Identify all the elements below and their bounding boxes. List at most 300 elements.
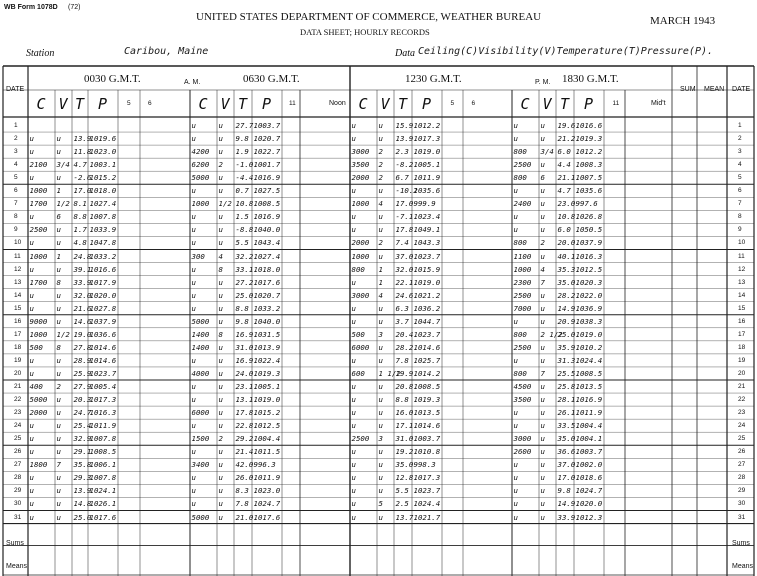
- cell-t: 25.0: [557, 329, 576, 339]
- cell-p: 1006.1: [89, 460, 117, 470]
- cell-p: 1020.0: [89, 290, 117, 300]
- cell-t: 24.6: [395, 290, 414, 300]
- station-label: Station: [26, 48, 55, 59]
- cell-t: 3.7: [395, 316, 409, 326]
- cell-c: u: [513, 121, 518, 130]
- cell-c: u: [29, 421, 34, 431]
- cell-v: 7: [540, 368, 545, 378]
- cell-t: 20.8: [395, 382, 414, 391]
- cell-v: u: [378, 395, 383, 405]
- cell-p: 1027.8: [89, 303, 117, 313]
- cell-c: u: [513, 512, 518, 522]
- cell-v: u: [378, 251, 383, 261]
- cell-v: 3/4: [540, 147, 554, 157]
- cell-p: 1014.6: [89, 355, 117, 365]
- data-label: Data: [395, 48, 415, 59]
- cell-p: 1003.7: [575, 447, 603, 457]
- cell-t: 14.8: [73, 499, 92, 509]
- cell-p: 1014.2: [413, 368, 441, 378]
- cell-c: u: [191, 421, 196, 431]
- cell-t: 27.8: [73, 342, 92, 352]
- row-date-left: 14: [14, 291, 22, 299]
- form-subtitle: DATA SHEET; HOURLY RECORDS: [300, 27, 430, 37]
- cell-v: 3: [378, 329, 383, 339]
- cell-p: 1017.6: [89, 512, 117, 522]
- row-date-left: 23: [14, 409, 22, 417]
- row-date-left: 12: [14, 265, 22, 273]
- cell-v: 2: [378, 173, 383, 183]
- cell-c: u: [191, 212, 196, 222]
- cell-p: 1024.1: [89, 486, 117, 496]
- cell-t: 17.8: [235, 408, 254, 418]
- cell-v: 2: [540, 238, 545, 248]
- cell-c: 5000: [191, 512, 210, 522]
- cell-t: 27.9: [73, 382, 92, 391]
- cell-v: u: [218, 486, 223, 496]
- row-date-left: 21: [14, 383, 22, 390]
- cell-p: 1008.5: [413, 382, 441, 391]
- cell-p: 1022.4: [253, 355, 281, 365]
- cell-v: 8: [56, 277, 61, 287]
- cell-v: u: [378, 473, 383, 483]
- cell-t: 17.8: [395, 225, 414, 235]
- cell-c: u: [29, 173, 34, 183]
- cell-t: -10.2: [395, 186, 418, 196]
- cell-c: 2000: [351, 238, 370, 248]
- cell-p: 1044.7: [413, 316, 441, 326]
- cell-p: 1005.1: [253, 382, 281, 391]
- cell-c: u: [191, 290, 196, 300]
- cell-p: 1040.0: [253, 225, 281, 235]
- cell-t: 14.9: [557, 499, 576, 509]
- cell-c: 9000: [29, 316, 48, 326]
- row-date-left: 2: [14, 135, 18, 143]
- cell-t: 5.5: [235, 238, 249, 248]
- cell-p: 1012.5: [575, 264, 603, 274]
- row-date-right: 9: [738, 226, 742, 234]
- cell-v: u: [540, 486, 545, 496]
- row-date-right: 6: [738, 187, 742, 195]
- cell-p: 1017.9: [89, 277, 117, 287]
- cell-v: u: [218, 147, 223, 157]
- cell-v: u: [218, 512, 223, 522]
- cell-p: 1007.5: [575, 173, 603, 183]
- cell-v: u: [56, 303, 61, 313]
- cell-t: 19.2: [395, 447, 414, 457]
- cell-c: u: [29, 264, 34, 274]
- cell-c: 800: [513, 368, 527, 378]
- cell-p: 1016.3: [575, 251, 603, 261]
- cell-p: 999.9: [413, 199, 436, 209]
- cell-v: 3/4: [56, 160, 70, 170]
- cell-p: 1011.9: [413, 173, 441, 183]
- pm-label: P. M.: [535, 79, 551, 86]
- cell-p: 1021.2: [413, 290, 441, 300]
- column-header-3-0: C: [520, 95, 530, 113]
- cell-t: 21.4: [235, 447, 254, 457]
- cell-v: u: [218, 368, 223, 378]
- cell-v: 7: [540, 277, 545, 287]
- cell-c: 6000: [191, 408, 210, 418]
- column-header-1-4: 11: [289, 100, 296, 107]
- cell-t: 19.9: [395, 368, 414, 378]
- cell-p: 1011.9: [253, 473, 281, 483]
- column-header-2-3: P: [422, 95, 432, 113]
- cell-p: 1019.6: [89, 134, 117, 144]
- row-date-left: 28: [14, 474, 22, 482]
- cell-c: 3000: [351, 290, 370, 300]
- cell-p: 1004.4: [575, 421, 603, 431]
- cell-c: u: [191, 499, 196, 509]
- cell-c: u: [513, 186, 518, 196]
- cell-p: 1012.2: [575, 147, 603, 157]
- cell-v: 2: [378, 147, 383, 157]
- cell-p: 1005.1: [413, 160, 441, 170]
- cell-v: u: [540, 499, 545, 509]
- cell-v: 1: [56, 251, 61, 261]
- cell-c: 3400: [191, 460, 210, 470]
- cell-t: 16.9: [235, 329, 254, 339]
- cell-p: 1024.4: [413, 499, 441, 509]
- cell-p: 1018.0: [89, 186, 117, 196]
- cell-v: u: [56, 238, 61, 248]
- cell-v: u: [218, 290, 223, 300]
- cell-p: 1008.5: [89, 447, 117, 457]
- cell-c: u: [191, 473, 196, 483]
- cell-p: 997.6: [575, 199, 598, 209]
- cell-p: 1007.8: [89, 434, 117, 444]
- row-date-left: 15: [14, 304, 22, 312]
- cell-t: 25.0: [235, 290, 254, 300]
- cell-v: 1/2: [56, 199, 70, 209]
- cell-c: u: [351, 186, 356, 196]
- cell-c: u: [513, 355, 518, 365]
- cell-c: 1000: [29, 329, 48, 339]
- cell-v: u: [378, 486, 383, 496]
- cell-t: 28.9: [73, 355, 92, 365]
- cell-v: 4: [378, 199, 383, 209]
- cell-v: 3: [378, 434, 383, 444]
- cell-c: u: [513, 212, 518, 222]
- cell-c: u: [29, 486, 34, 496]
- cell-c: 1400: [191, 329, 210, 339]
- column-header-0-1: V: [58, 95, 68, 113]
- cell-p: 1017.6: [253, 512, 281, 522]
- row-date-left: 17: [14, 330, 22, 338]
- cell-v: u: [540, 121, 545, 130]
- row-date-left: 27: [14, 461, 22, 469]
- month-year: MARCH 1943: [650, 15, 716, 27]
- cell-t: 13.1: [235, 395, 254, 405]
- cell-p: 1014.6: [413, 342, 441, 352]
- cell-p: 1020.7: [253, 290, 281, 300]
- cell-p: 1011.9: [575, 408, 603, 418]
- cell-t: 28.1: [557, 395, 576, 405]
- cell-c: 1000: [29, 186, 48, 196]
- cell-c: u: [29, 355, 34, 365]
- cell-v: u: [218, 134, 223, 144]
- cell-t: 40.1: [557, 251, 576, 261]
- cell-t: 36.6: [557, 447, 576, 457]
- cell-t: 32.9: [73, 434, 92, 444]
- cell-v: u: [540, 342, 545, 352]
- cell-t: 20.3: [73, 395, 92, 405]
- column-header-0-4: 5: [127, 100, 131, 107]
- cell-v: u: [56, 395, 61, 405]
- cell-v: u: [56, 290, 61, 300]
- cell-t: 4.4: [557, 160, 571, 170]
- cell-t: 6.3: [395, 303, 409, 313]
- cell-c: u: [351, 316, 356, 326]
- cell-p: 1036.9: [575, 303, 603, 313]
- station-value: Caribou, Maine: [124, 46, 209, 57]
- time-0630: 0630 G.M.T.: [243, 73, 300, 85]
- cell-v: 8: [218, 264, 223, 274]
- cell-p: 1037.9: [89, 316, 117, 326]
- cell-c: 5000: [191, 316, 210, 326]
- cell-t: 6.0: [557, 147, 571, 157]
- cell-t: 32.2: [235, 251, 254, 261]
- cell-t: 9.8: [235, 134, 249, 144]
- cell-t: 2.5: [395, 499, 409, 509]
- cell-v: u: [218, 121, 223, 130]
- row-date-right: 7: [738, 200, 742, 208]
- cell-c: u: [29, 238, 34, 248]
- cell-p: 1012.2: [413, 121, 441, 130]
- cell-p: 1003.1: [89, 160, 117, 170]
- cell-c: u: [351, 303, 356, 313]
- cell-v: 8: [218, 329, 223, 339]
- cell-p: 1023.4: [413, 212, 441, 222]
- cell-p: 1040.0: [253, 316, 281, 326]
- cell-p: 1020.0: [575, 499, 603, 509]
- cell-t: 26.0: [235, 473, 254, 483]
- noon-label: Noon: [329, 100, 346, 107]
- cell-c: 4500: [513, 382, 532, 391]
- cell-c: u: [351, 460, 356, 470]
- cell-v: 5: [378, 499, 383, 509]
- cell-p: 1023.7: [413, 486, 441, 496]
- cell-t: 37.0: [557, 460, 576, 470]
- cell-c: u: [351, 355, 356, 365]
- cell-v: u: [540, 395, 545, 405]
- cell-t: 1.9: [235, 147, 249, 157]
- cell-c: u: [191, 238, 196, 248]
- cell-c: 1000: [351, 199, 370, 209]
- cell-v: 1/2: [56, 329, 70, 339]
- cell-c: u: [191, 134, 196, 144]
- cell-v: u: [378, 382, 383, 391]
- row-date-right: 12: [738, 265, 746, 273]
- cell-c: u: [513, 473, 518, 483]
- cell-v: u: [218, 225, 223, 235]
- row-date-left: 20: [14, 369, 22, 377]
- department-title: UNITED STATES DEPARTMENT OF COMMERCE, WEATHER BUREAU: [196, 11, 542, 23]
- cell-v: 2: [56, 382, 61, 391]
- column-header-2-4: 5: [450, 100, 455, 107]
- row-date-left: 26: [14, 448, 22, 456]
- column-header-3-2: T: [560, 95, 570, 113]
- cell-p: 1022.0: [575, 290, 603, 300]
- cell-c: 7000: [513, 303, 532, 313]
- row-date-right: 30: [738, 500, 746, 508]
- cell-v: u: [540, 460, 545, 470]
- cell-v: u: [218, 355, 223, 365]
- cell-c: u: [513, 421, 518, 431]
- cell-t: 8.8: [73, 212, 87, 222]
- cell-v: u: [378, 460, 383, 470]
- cell-p: 1015.9: [413, 264, 441, 274]
- time-1230: 1230 G.M.T.: [405, 73, 462, 85]
- cell-v: u: [218, 316, 223, 326]
- row-date-left: 19: [14, 356, 22, 364]
- cell-p: 1019.0: [413, 147, 441, 157]
- cell-v: u: [378, 134, 383, 144]
- cell-t: 26.1: [557, 408, 576, 418]
- cell-t: 37.0: [395, 251, 414, 261]
- cell-v: 4: [378, 290, 383, 300]
- column-header-0-5: 6: [148, 100, 152, 107]
- row-date-left: 11: [14, 252, 21, 260]
- cell-v: u: [218, 277, 223, 287]
- cell-t: 23.0: [557, 199, 576, 209]
- cell-t: -8.8: [235, 225, 254, 235]
- cell-v: u: [56, 447, 61, 457]
- cell-c: 400: [29, 382, 43, 391]
- cell-t: 9.8: [557, 486, 571, 496]
- cell-v: u: [540, 134, 545, 144]
- cell-c: 1000: [351, 251, 370, 261]
- cell-t: 35.8: [73, 460, 92, 470]
- column-header-0-3: P: [98, 95, 108, 113]
- cell-p: 1016.9: [253, 173, 281, 183]
- cell-t: -8.2: [395, 160, 414, 170]
- cell-v: u: [540, 447, 545, 457]
- cell-c: 1100: [513, 251, 532, 261]
- cell-t: 1.5: [235, 212, 249, 222]
- cell-v: u: [56, 486, 61, 496]
- cell-c: 800: [351, 264, 365, 274]
- row-date-left: 8: [14, 213, 18, 221]
- cell-t: 24.8: [73, 251, 92, 261]
- cell-c: u: [29, 473, 34, 483]
- cell-t: 4.7: [73, 160, 87, 170]
- form-number: WB Form 1078D: [4, 4, 58, 11]
- cell-p: 1027.5: [253, 186, 281, 196]
- cell-v: u: [540, 303, 545, 313]
- cell-t: -7.1: [395, 212, 414, 222]
- cell-p: 1016.6: [89, 264, 117, 274]
- column-header-0-0: C: [36, 95, 46, 113]
- cell-c: 3000: [351, 147, 370, 157]
- cell-c: 800: [513, 147, 527, 157]
- cell-p: 1033.2: [89, 251, 117, 261]
- cell-c: 600: [351, 368, 365, 378]
- column-header-3-3: P: [584, 95, 594, 113]
- cell-t: 8.3: [235, 486, 249, 496]
- row-date-left: 18: [14, 343, 22, 351]
- cell-p: 1038.3: [575, 316, 603, 326]
- cell-t: 25.0: [73, 512, 92, 522]
- cell-c: u: [513, 134, 518, 144]
- cell-t: 5.5: [395, 486, 409, 496]
- cell-p: 1014.6: [89, 342, 117, 352]
- cell-c: u: [513, 460, 518, 470]
- cell-c: u: [351, 277, 356, 287]
- cell-t: 17.0: [73, 186, 92, 196]
- cell-c: 3500: [513, 395, 532, 405]
- cell-t: 25.4: [73, 421, 92, 431]
- cell-p: 1023.0: [89, 147, 117, 157]
- cell-p: 1036.2: [413, 303, 441, 313]
- cell-v: 1: [378, 264, 383, 274]
- cell-c: u: [29, 368, 34, 378]
- cell-c: 300: [191, 251, 205, 261]
- cell-c: u: [191, 355, 196, 365]
- cell-c: 4200: [191, 147, 210, 157]
- cell-c: 1500: [191, 434, 210, 444]
- cell-v: u: [540, 290, 545, 300]
- cell-c: 2300: [513, 277, 532, 287]
- cell-v: u: [218, 186, 223, 196]
- cell-v: u: [540, 199, 545, 209]
- cell-p: 1023.7: [413, 329, 441, 339]
- row-date-right: 4: [738, 161, 742, 169]
- cell-p: 1027.4: [253, 251, 281, 261]
- cell-c: 800: [513, 173, 527, 183]
- column-header-1-0: C: [198, 95, 208, 113]
- cell-t: 17.0: [557, 473, 576, 483]
- cell-p: 1021.7: [413, 512, 441, 522]
- cell-p: 1019.3: [253, 368, 281, 378]
- row-date-right: 3: [738, 148, 742, 156]
- cell-t: 35.0: [557, 434, 576, 444]
- cell-c: 1700: [29, 199, 48, 209]
- cell-p: 1033.9: [89, 225, 117, 235]
- cell-p: 1016.9: [253, 212, 281, 222]
- row-date-right: 28: [738, 474, 746, 482]
- cell-c: u: [191, 264, 196, 274]
- cell-c: u: [191, 225, 196, 235]
- cell-c: 1000: [191, 199, 210, 209]
- cell-c: u: [191, 486, 196, 496]
- cell-p: 1017.3: [413, 473, 441, 483]
- cell-p: 1019.0: [253, 395, 281, 405]
- cell-v: u: [218, 212, 223, 222]
- data-value: Ceiling(C)Visibility(V)Temperature(T)Pressure(P).: [418, 46, 714, 57]
- cell-t: 33.9: [557, 512, 576, 522]
- sums-label-left: Sums: [6, 540, 24, 547]
- cell-p: 1036.6: [89, 329, 117, 339]
- cell-v: u: [540, 512, 545, 522]
- midnight-label: Mid't: [651, 100, 666, 107]
- cell-t: 10.8: [235, 199, 254, 209]
- cell-c: u: [513, 316, 518, 326]
- row-date-left: 4: [14, 161, 18, 169]
- cell-p: 1020.3: [575, 277, 603, 287]
- cell-p: 1008.3: [575, 160, 603, 170]
- cell-t: 7.4: [395, 238, 409, 248]
- cell-t: 21.0: [235, 512, 254, 522]
- cell-c: 800: [513, 329, 527, 339]
- cell-t: 33.9: [73, 277, 92, 287]
- cell-c: 1800: [29, 460, 48, 470]
- row-date-right: 14: [738, 291, 746, 299]
- cell-v: u: [56, 355, 61, 365]
- cell-p: 1017.6: [253, 277, 281, 287]
- cell-t: 39.1: [73, 264, 92, 274]
- cell-t: 8.8: [235, 303, 249, 313]
